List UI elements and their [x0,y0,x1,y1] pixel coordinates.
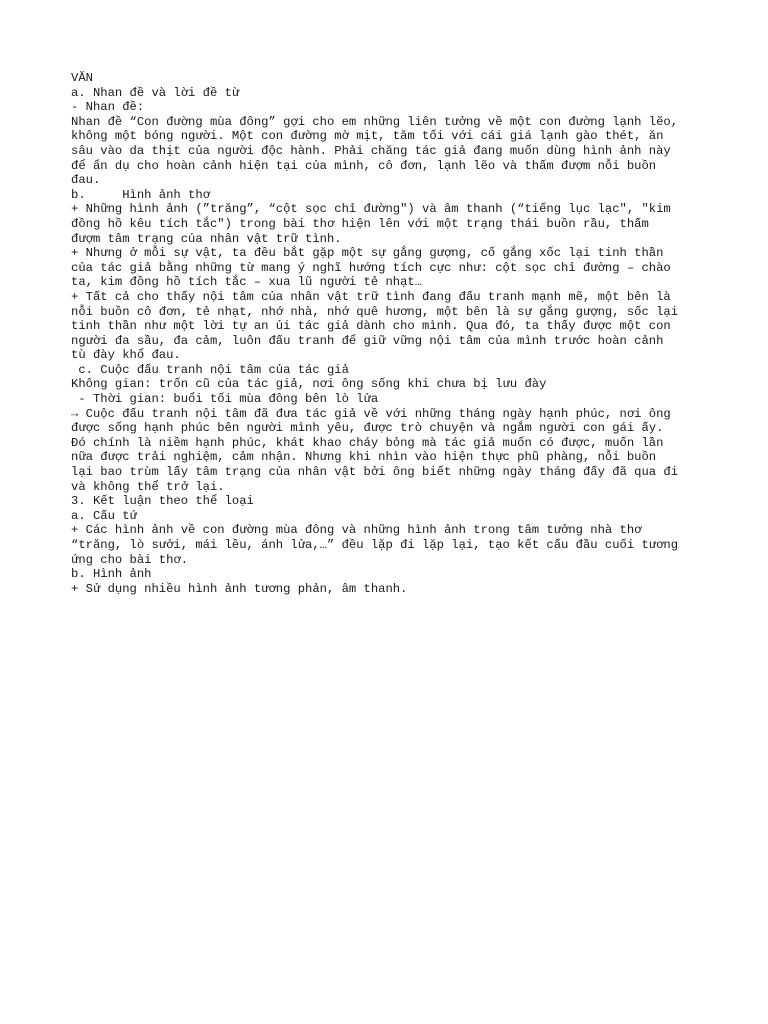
document-line: được sống hạnh phúc bên người mình yêu, được trò chuyện và ngắm người con gái ấy. [71,421,664,436]
document-line: lại bao trùm lấy tâm trạng của nhân vật bởi ông biết những ngày tháng đấy đã qua đi [71,465,679,480]
document-line: tù đày khổ đau. [71,348,181,363]
document-line: “trăng, lò sưởi, mái lều, ánh lửa,…” đều lặp đi lặp lại, tạo kết cấu đầu cuối tương [71,538,679,552]
document-line: c. Cuộc đấu tranh nội tâm của tác giả [71,362,349,377]
document-body [71,71,711,596]
document-line: VĂN [71,71,93,85]
document-line: và không thể trở lại. [71,479,225,494]
document-line: ta, kim đồng hồ tích tắc – xua lũ người tẻ nhạt… [71,275,423,290]
document-line: Đó chính là niềm hạnh phúc, khát khao cháy bỏng mà tác giả muốn có được, muốn lần [71,435,664,450]
document-line: nữa được trải nghiệm, cảm nhận. Nhưng khi nhìn vào hiện thực phũ phàng, nỗi buồn [71,450,657,465]
document-line: + Các hình ảnh về con đường mùa đông và những hình ảnh trong tâm tưởng nhà thơ [71,523,642,538]
document-line: + Những hình ảnh (”trăng”, “cột sọc chỉ đường") và âm thanh (“tiếng lục lạc", "kim [71,202,671,217]
document-line: để ẩn dụ cho hoàn cảnh hiện tại của mình, cô đơn, lạnh lẽo và thấm đượm nỗi buồn [71,158,657,173]
document-line: b. Hình ảnh thơ [71,187,210,202]
document-line: b. Hình ảnh [71,567,152,582]
document-line: - Thời gian: buổi tối mùa đông bên lò lửa [71,392,379,407]
document-line: Không gian: trốn cũ của tác giả, nơi ông sống khi chưa bị lưu đày [71,377,547,392]
document-line: a. Nhan đề và lời đề từ [71,85,240,100]
document-line: ứng cho bài thơ. [71,552,189,567]
document-line: đau. [71,173,101,188]
document-line: sâu vào da thịt của người độc hành. Phải chăng tác giả đang muốn dùng hình ảnh này [71,143,671,158]
document-line: + Nhưng ở mỗi sự vật, ta đều bắt gặp một sự gắng gượng, cố gắng xốc lại tinh thần [71,246,664,261]
document-line: - Nhan đề: [71,100,145,115]
document-line: đồng hồ kêu tích tắc") trong bài thơ hiện lên với một trạng thái buồn rầu, thấm [71,216,649,231]
document-line: người đa sầu, đa cảm, luôn đấu tranh để giữ vững nội tâm của mình trước hoàn cảnh [71,333,664,348]
document-line: không một bóng người. Một con đường mờ mịt, tăm tối với cái giá lạnh gào thét, ăn [71,129,664,144]
document-line: + Tất cả cho thấy nội tâm của nhân vật trữ tình đang đấu tranh mạnh mẽ, một bên là [71,289,671,304]
document-line: a. Cấu tứ [71,508,137,523]
document-line: 3. Kết luận theo thể loại [71,494,254,509]
document-line: + Sử dụng nhiều hình ảnh tương phản, âm thanh. [71,581,408,596]
document-line: của tác giả bằng những từ mang ý nghĩ hướng tích cực như: cột sọc chỉ đường – chào [71,260,671,275]
document-line: nỗi buồn cô đơn, tẻ nhạt, nhớ nhà, nhớ quê hương, một bên là sự gắng gượng, sốc lại [71,304,679,319]
document-line: → Cuộc đấu tranh nội tâm đã đưa tác giả về với những tháng ngày hạnh phúc, nơi ông [71,406,671,421]
document-line: tinh thần như một lời tự an ủi tác giả dành cho mình. Qua đó, ta thấy được một con [71,319,671,334]
document-line: đượm tâm trạng của nhân vật trữ tình. [71,231,342,246]
document-line: Nhan đề “Con đường mùa đông” gợi cho em những liên tưởng về một con đường lạnh lẽo, [71,114,679,129]
